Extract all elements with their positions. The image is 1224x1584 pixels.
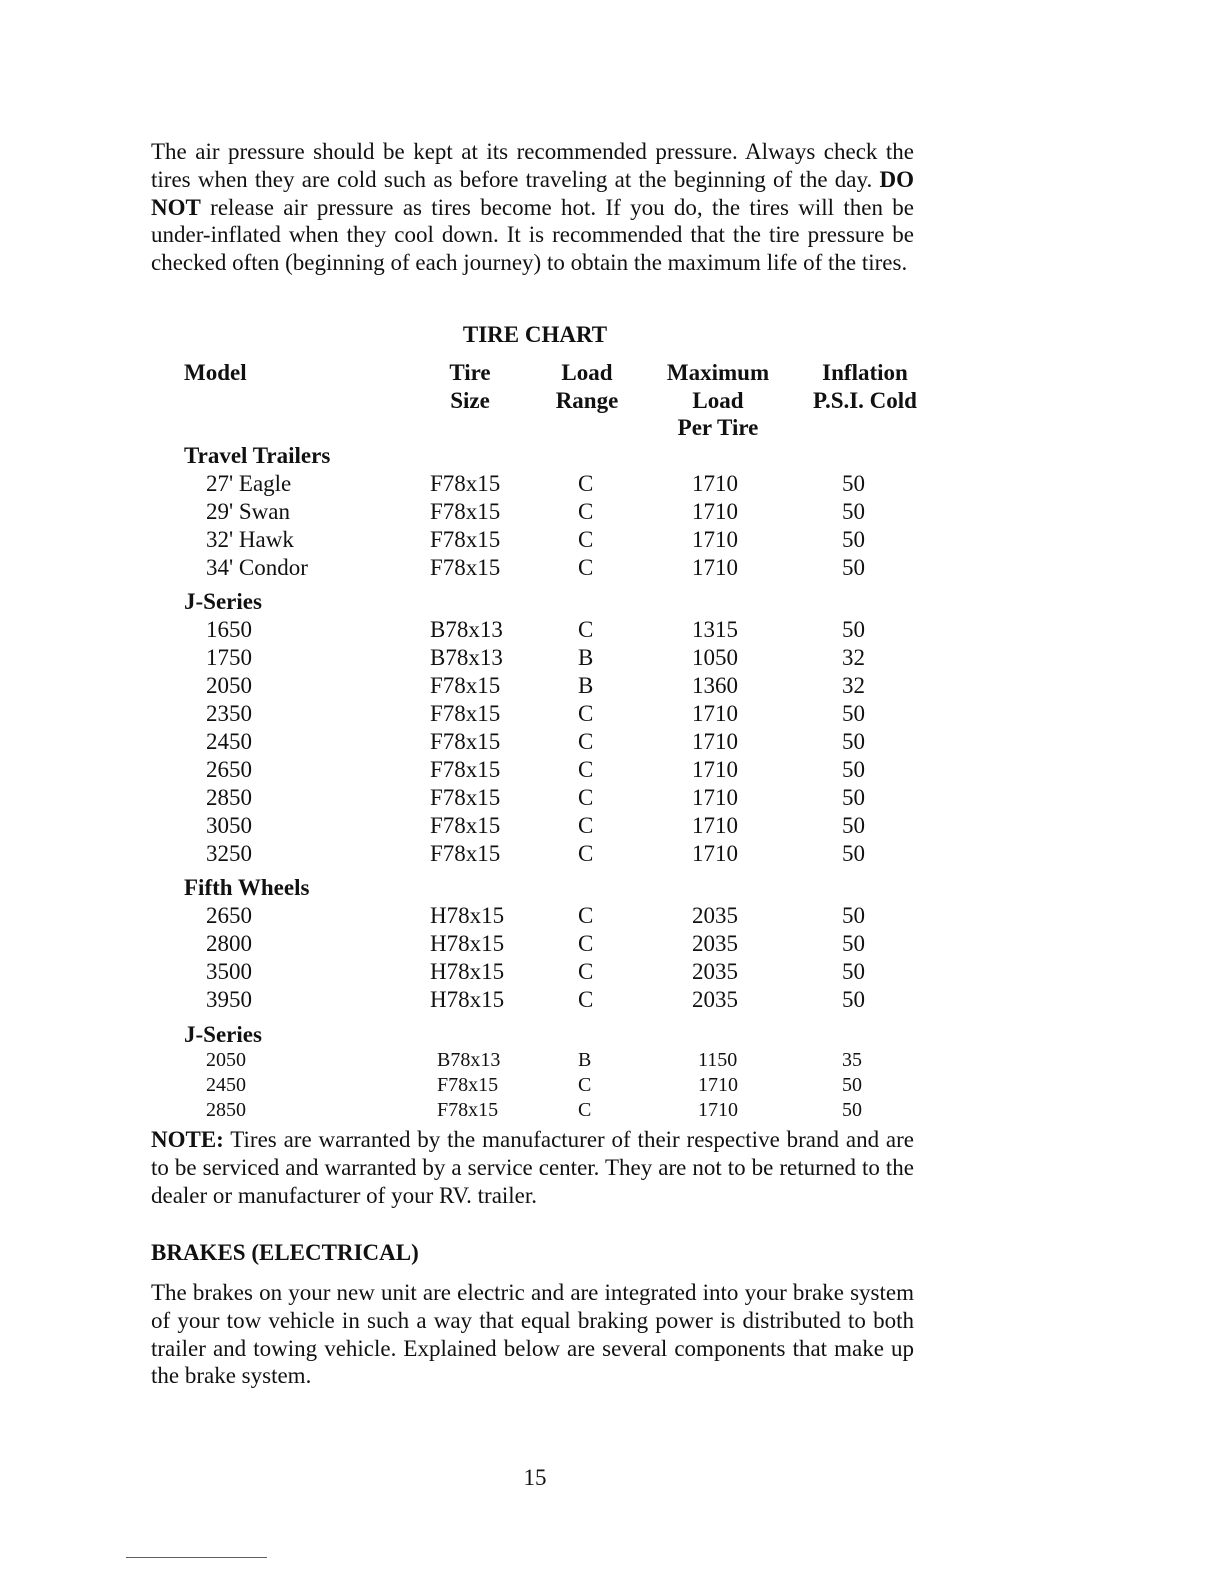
table-row <box>0 1073 1224 1098</box>
cell-inflation: 50 <box>842 785 865 810</box>
cell-model: 29' Swan <box>206 499 291 524</box>
cell-model: 2050 <box>206 673 252 698</box>
cell-max-load: 1710 <box>698 1074 738 1096</box>
cell-model: 3500 <box>206 959 252 984</box>
cell-tire-size: B78x13 <box>437 1049 501 1071</box>
cell-tire-size: H78x15 <box>430 959 505 984</box>
header-inflation: Inflation P.S.I. Cold <box>813 360 917 413</box>
cell-model: 27' Eagle <box>206 471 292 496</box>
table-row <box>0 1098 1224 1123</box>
table-row <box>0 672 1224 700</box>
cell-inflation: 50 <box>842 527 865 552</box>
cell-tire-size: H78x15 <box>430 987 505 1012</box>
cell-tire-size: H78x15 <box>430 931 505 956</box>
cell-inflation: 50 <box>842 1099 862 1121</box>
cell-load-range: C <box>578 729 594 754</box>
cell-model: 2450 <box>206 729 252 754</box>
cell-inflation: 50 <box>842 729 865 754</box>
cell-inflation: 50 <box>842 931 865 956</box>
cell-tire-size: B78x13 <box>430 617 503 642</box>
header-load-range: Load Range <box>555 360 619 413</box>
cell-max-load: 2035 <box>692 959 738 984</box>
cell-load-range: C <box>578 527 594 552</box>
cell-load-range: B <box>578 673 594 698</box>
cell-load-range: C <box>578 813 594 838</box>
note-paragraph <box>151 1126 914 1209</box>
cell-inflation: 32 <box>842 673 865 698</box>
table-row <box>0 616 1224 644</box>
cell-model: 2350 <box>206 701 252 726</box>
table-row <box>0 784 1224 812</box>
cell-model: 32' Hawk <box>206 527 294 552</box>
cell-load-range: C <box>578 701 594 726</box>
cell-tire-size: F78x15 <box>430 729 501 754</box>
cell-load-range: C <box>578 903 594 928</box>
cell-model: 2050 <box>206 1049 246 1071</box>
table-row <box>0 470 1224 498</box>
cell-load-range: C <box>578 959 594 984</box>
cell-max-load: 1360 <box>692 673 738 698</box>
cell-tire-size: F78x15 <box>430 841 501 866</box>
cell-tire-size: F78x15 <box>430 813 501 838</box>
table-row <box>0 930 1224 958</box>
cell-max-load: 1315 <box>692 617 738 642</box>
group-heading: J-Series <box>184 1022 262 1047</box>
table-row <box>0 644 1224 672</box>
group-heading: Travel Trailers <box>184 443 331 468</box>
cell-model: 2800 <box>206 931 252 956</box>
cell-load-range: B <box>578 645 594 670</box>
cell-max-load: 2035 <box>692 903 738 928</box>
intro-paragraph <box>151 138 914 277</box>
cell-load-range: C <box>578 1099 592 1121</box>
cell-tire-size: F78x15 <box>430 499 501 524</box>
table-row <box>0 1048 1224 1073</box>
cell-model: 3050 <box>206 813 252 838</box>
cell-load-range: C <box>578 471 594 496</box>
table-row <box>0 728 1224 756</box>
table-row <box>0 812 1224 840</box>
cell-inflation: 32 <box>842 645 865 670</box>
group-heading: J-Series <box>184 589 262 614</box>
brakes-paragraph: The brakes on your new unit are electric and are integrated into your brake system of your tow vehicle in such a way that equal braking power is distributed to both trailer and towing vehicle. Explained below are several components that make up the brake system. <box>151 1280 914 1389</box>
cell-inflation: 50 <box>842 1074 862 1096</box>
cell-max-load: 1710 <box>698 1099 738 1121</box>
table-row <box>0 554 1224 582</box>
header-maximum-load: Maximum Load Per Tire <box>666 360 770 441</box>
table-row <box>0 902 1224 930</box>
cell-max-load: 1150 <box>698 1049 738 1071</box>
note-label: NOTE: <box>151 1127 224 1152</box>
table-row <box>0 756 1224 784</box>
cell-load-range: C <box>578 617 594 642</box>
cell-inflation: 50 <box>842 841 865 866</box>
page-number: 15 <box>523 1465 547 1490</box>
cell-tire-size: H78x15 <box>430 903 505 928</box>
cell-inflation: 50 <box>842 471 865 496</box>
cell-model: 2650 <box>206 757 252 782</box>
cell-load-range: C <box>578 757 594 782</box>
footer-rule <box>126 1557 267 1558</box>
cell-max-load: 1710 <box>692 757 738 782</box>
section-heading-brakes: BRAKES (ELECTRICAL) <box>151 1240 419 1265</box>
cell-inflation: 50 <box>842 813 865 838</box>
header-tire-size: Tire Size <box>449 360 491 413</box>
cell-inflation: 50 <box>842 987 865 1012</box>
cell-tire-size: F78x15 <box>430 527 501 552</box>
cell-max-load: 1050 <box>692 645 738 670</box>
cell-max-load: 1710 <box>692 499 738 524</box>
cell-inflation: 50 <box>842 701 865 726</box>
cell-tire-size: F78x15 <box>430 701 501 726</box>
chart-title: TIRE CHART <box>462 322 608 347</box>
cell-inflation: 50 <box>842 499 865 524</box>
cell-inflation: 50 <box>842 617 865 642</box>
cell-tire-size: F78x15 <box>430 471 501 496</box>
cell-tire-size: F78x15 <box>437 1099 499 1121</box>
cell-load-range: C <box>578 841 594 866</box>
table-row <box>0 958 1224 986</box>
cell-inflation: 50 <box>842 555 865 580</box>
table-row <box>0 840 1224 868</box>
cell-tire-size: B78x13 <box>430 645 503 670</box>
cell-inflation: 50 <box>842 757 865 782</box>
cell-load-range: B <box>578 1049 592 1071</box>
cell-load-range: C <box>578 931 594 956</box>
cell-max-load: 1710 <box>692 813 738 838</box>
table-row <box>0 526 1224 554</box>
intro-text-start: The air pressure should be kept at its recommended pressure. Always check the tires when they are cold such as before traveling at the beginning of the day. <box>151 139 914 192</box>
cell-model: 2850 <box>206 785 252 810</box>
cell-load-range: C <box>578 785 594 810</box>
cell-load-range: C <box>578 555 594 580</box>
header-model: Model <box>184 360 247 385</box>
intro-text-end: release air pressure as tires become hot. If you do, the tires will then be under-inflated when they cool down. It is recommended that the tire pressure be checked often (beginning of each journey) to obtain the maximum life of the tires. <box>151 194 914 276</box>
cell-model: 1750 <box>206 645 252 670</box>
cell-model: 3950 <box>206 987 252 1012</box>
cell-tire-size: F78x15 <box>430 785 501 810</box>
cell-tire-size: F78x15 <box>430 757 501 782</box>
cell-inflation: 35 <box>842 1049 862 1071</box>
table-row <box>0 498 1224 526</box>
cell-max-load: 2035 <box>692 931 738 956</box>
cell-inflation: 50 <box>842 903 865 928</box>
cell-inflation: 50 <box>842 959 865 984</box>
cell-max-load: 1710 <box>692 555 738 580</box>
cell-max-load: 1710 <box>692 701 738 726</box>
cell-max-load: 1710 <box>692 841 738 866</box>
cell-model: 2650 <box>206 903 252 928</box>
cell-model: 2450 <box>206 1074 246 1096</box>
cell-tire-size: F78x15 <box>430 673 501 698</box>
table-row <box>0 700 1224 728</box>
cell-max-load: 1710 <box>692 527 738 552</box>
group-heading: Fifth Wheels <box>184 875 310 900</box>
cell-max-load: 1710 <box>692 471 738 496</box>
cell-max-load: 1710 <box>692 785 738 810</box>
cell-load-range: C <box>578 1074 592 1096</box>
cell-model: 2850 <box>206 1099 246 1121</box>
cell-model: 3250 <box>206 841 252 866</box>
cell-load-range: C <box>578 499 594 524</box>
cell-max-load: 2035 <box>692 987 738 1012</box>
cell-max-load: 1710 <box>692 729 738 754</box>
note-text: Tires are warranted by the manufacturer of their respective brand and are to be serviced and warranted by a service center. They are not to be returned to the dealer or manufacturer of your RV. trailer. <box>151 1127 914 1208</box>
cell-model: 1650 <box>206 617 252 642</box>
cell-tire-size: F78x15 <box>437 1074 499 1096</box>
table-row <box>0 986 1224 1014</box>
cell-load-range: C <box>578 987 594 1012</box>
cell-model: 34' Condor <box>206 555 308 580</box>
intro-emphasis: DO NOT <box>151 166 914 220</box>
cell-tire-size: F78x15 <box>430 555 501 580</box>
